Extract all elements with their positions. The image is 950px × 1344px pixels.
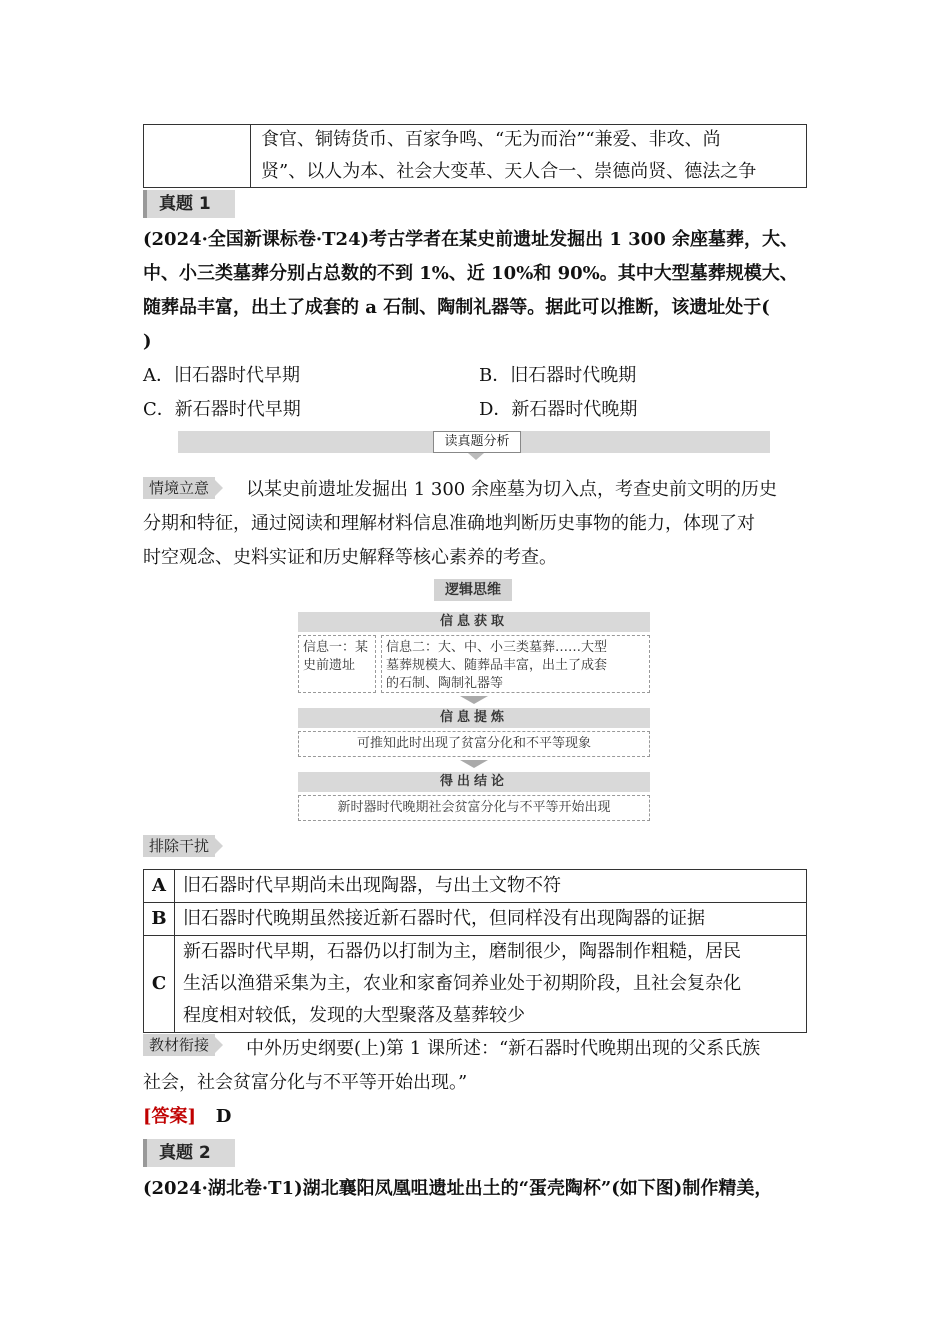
flow-step-info-acquire: 信息获取 <box>298 612 650 632</box>
option-a: A．旧石器时代早期 <box>143 365 300 386</box>
textbook-line-2: 社会，社会贫富分化与不平等开始出现。” <box>143 1072 468 1093</box>
exclusion-key-b: B <box>144 903 175 936</box>
question-1-tag: 真题 1 <box>143 190 235 218</box>
top-table <box>143 124 807 188</box>
table-line-2: 贤”、以人为本、社会大变革、天人合一、崇德尚贤、德法之争 <box>261 161 757 182</box>
exclusion-key-c: C <box>144 936 175 1033</box>
q2-stem-line-1: (2024·湖北卷·T1)湖北襄阳凤凰咀遗址出土的“蛋壳陶杯”(如下图)制作精美， <box>143 1178 773 1199</box>
flow-step-conclusion: 得出结论 <box>298 772 650 792</box>
context-line-2: 分期和特征，通过阅读和理解材料信息准确地判断历史事物的能力，体现了对 <box>143 513 755 534</box>
textbook-line-1: 中外历史纲要(上)第 1 课所述：“新石器时代晚期出现的父系氏族 <box>246 1038 761 1059</box>
analysis-band-label: 读真题分析 <box>433 431 521 453</box>
q1-stem-line-3: 随葬品丰富，出土了成套的 a 石制、陶制礼器等。据此可以推断，该遗址处于( <box>143 297 770 318</box>
flow-info-1: 信息一：某 史前遗址 <box>298 635 376 693</box>
context-tag: 情境立意 <box>143 477 215 499</box>
exclusion-text-c: 新石器时代早期，石器仍以打制为主，磨制很少，陶器制作粗糙，居民 生活以渔猎采集为主，农业和家畜饲养业处于初期阶段，且社会复杂化 程度相对较低，发现的大型聚落及墓葬较少 <box>175 936 807 1033</box>
table-row <box>144 936 807 1033</box>
flow-step-info-refine: 信息提炼 <box>298 708 650 728</box>
exclude-tag: 排除干扰 <box>143 835 215 857</box>
flow-arrow-2 <box>460 760 488 768</box>
answer-label: [答案] <box>143 1106 197 1127</box>
exclusion-key-a: A <box>144 870 175 903</box>
analysis-band-arrow <box>468 453 484 460</box>
table-row <box>144 870 807 903</box>
flow-refine-box: 可推知此时出现了贫富分化和不平等现象 <box>298 731 650 757</box>
context-line-3: 时空观念、史料实证和历史解释等核心素养的考查。 <box>143 547 557 568</box>
exclusion-table <box>143 869 807 1033</box>
answer-value: D <box>215 1106 232 1127</box>
table-divider <box>250 125 251 187</box>
q1-stem-line-1: (2024·全国新课标卷·T24)考古学者在某史前遗址发掘出 1 300 余座墓葬，大、 <box>143 229 799 250</box>
table-line-1: 食官、铜铸货币、百家争鸣、“无为而治”“兼爱、非攻、尚 <box>261 129 721 150</box>
question-2-tag: 真题 2 <box>143 1139 235 1167</box>
flow-conclusion-box: 新时器时代晚期社会贫富分化与不平等开始出现 <box>298 795 650 821</box>
flow-arrow-1 <box>460 696 488 704</box>
answer-line <box>143 1106 231 1128</box>
context-line-1: 以某史前遗址发掘出 1 300 余座墓为切入点，考查史前文明的历史 <box>246 479 777 500</box>
textbook-tag: 教材衔接 <box>143 1034 215 1056</box>
q1-stem-line-4: ) <box>143 331 152 352</box>
table-row <box>144 903 807 936</box>
exclusion-text-b: 旧石器时代晚期虽然接近新石器时代，但同样没有出现陶器的证据 <box>175 903 807 936</box>
option-b: B．旧石器时代晚期 <box>479 365 637 386</box>
logic-tag: 逻辑思维 <box>434 579 512 601</box>
flow-info-2: 信息二：大、中、小三类墓葬……大型 墓葬规模大、随葬品丰富，出土了成套 的石制、陶制礼器等 <box>381 635 650 693</box>
q1-stem-line-2: 中、小三类墓葬分别占总数的不到 1%、近 10%和 90%。其中大型墓葬规模大、 <box>143 263 798 284</box>
exclusion-text-a: 旧石器时代早期尚未出现陶器，与出土文物不符 <box>175 870 807 903</box>
option-c: C．新石器时代早期 <box>143 399 301 420</box>
option-d: D．新石器时代晚期 <box>479 399 638 420</box>
